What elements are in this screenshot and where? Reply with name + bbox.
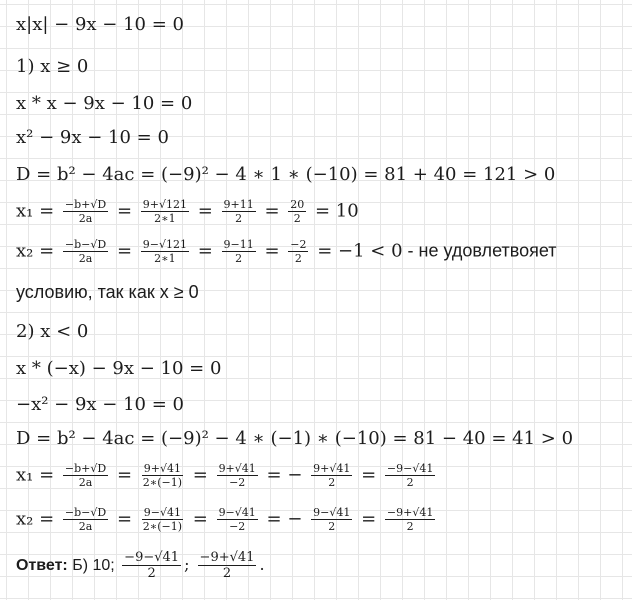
answer-text: Б) 10;: [67, 557, 120, 574]
fraction-denominator: −2: [229, 520, 246, 533]
x1-case2-line: x₁ = $\frac{-b+√D}{2a}$ = $\frac{9+√41}{2∗(-1)}$ = $\frac{9+√41}{-2}$ = − $\frac{9+√41}{2}$ = $\frac{-9-√41}{2}$: [16, 462, 434, 489]
fraction-numerator: 9−√41: [218, 506, 256, 519]
equation-line-3: x * x − 9x − 10 = 0: [16, 93, 193, 114]
condition-line: условию, так как x ≥ 0: [16, 282, 199, 302]
minus-sign: = −: [266, 464, 303, 486]
fraction-numerator: 9−√121: [142, 238, 187, 251]
fraction-numerator: 9+11: [223, 198, 254, 211]
fraction-denominator: 2: [222, 566, 232, 581]
fraction-denominator: −2: [229, 476, 246, 489]
fraction-denominator: 2: [294, 252, 302, 265]
fraction-denominator: 2∗1: [154, 252, 176, 265]
x2-label: x₂ =: [16, 508, 55, 530]
fraction-numerator: −b+√D: [64, 462, 107, 475]
minus-sign: = −: [266, 508, 303, 530]
fraction-numerator: −9+√41: [386, 506, 434, 519]
fraction-denominator: 2: [328, 520, 336, 533]
fraction-denominator: 2: [293, 212, 301, 225]
fraction-denominator: 2∗1: [154, 212, 176, 225]
discriminant-line-2: D = b² − 4ac = (−9)² − 4 ∗ (−1) ∗ (−10) = 81 − 40 = 41 > 0: [16, 428, 574, 449]
fraction-denominator: 2: [328, 476, 336, 489]
fraction-denominator: 2∗(−1): [142, 520, 183, 533]
answer-separator: ;: [184, 555, 190, 574]
fraction-numerator: 9+√121: [142, 198, 187, 211]
fraction-numerator: −9−√41: [386, 462, 434, 475]
rejection-note: - не удовлетвояет: [402, 240, 557, 261]
fraction-denominator: 2a: [78, 212, 93, 225]
x1-result: = 10: [315, 200, 359, 222]
case-1-heading: 1) x ≥ 0: [16, 56, 89, 77]
case2-equation-1: x * (−x) − 9x − 10 = 0: [16, 358, 222, 379]
fraction-numerator: 9+√41: [313, 462, 351, 475]
fraction-numerator: 9+√41: [218, 462, 256, 475]
fraction-denominator: 2: [406, 476, 414, 489]
case2-equation-2: −x² − 9x − 10 = 0: [16, 394, 184, 415]
fraction-numerator: −b+√D: [64, 198, 107, 211]
answer-line: [16, 550, 265, 581]
fraction-numerator: −9−√41: [124, 550, 180, 565]
x1-label: x₁ =: [16, 200, 55, 222]
fraction-denominator: 2a: [78, 252, 93, 265]
fraction-numerator: 9−√41: [313, 506, 351, 519]
fraction-denominator: 2: [147, 566, 156, 581]
x2-case1-line: x₂ = $\frac{-b-√D}{2a}$ = $\frac{9-√121}{2∗1}$ = $\frac{9-11}{2}$ = $\frac{-2}{2}$ = −1 < 0 - не удовлетвояет: [16, 238, 557, 265]
equation-line-1: x|x| − 9x − 10 = 0: [16, 14, 184, 35]
fraction-denominator: 2: [235, 212, 243, 225]
fraction-denominator: 2a: [78, 476, 93, 489]
x2-label: x₂ =: [16, 240, 55, 262]
fraction-numerator: 9−11: [223, 238, 254, 251]
fraction-numerator: 9−√41: [143, 506, 181, 519]
answer-label: Ответ:: [16, 557, 68, 574]
fraction-denominator: 2: [406, 520, 414, 533]
fraction-numerator: −b−√D: [64, 238, 107, 251]
discriminant-line-1: D = b² − 4ac = (−9)² − 4 ∗ 1 ∗ (−10) = 81 + 40 = 121 > 0: [16, 164, 556, 185]
fraction-numerator: −2: [290, 238, 307, 251]
fraction-numerator: 9+√41: [143, 462, 181, 475]
case-2-heading: 2) x < 0: [16, 321, 89, 342]
answer-end: .: [259, 555, 265, 574]
fraction-denominator: 2a: [78, 520, 93, 533]
equation-line-4: x² − 9x − 10 = 0: [16, 127, 169, 148]
fraction-numerator: −9+√41: [199, 550, 255, 565]
x1-case1-line: x₁ = $\frac{-b+√D}{2a}$ = $\frac{9+√121}{2∗1}$ = $\frac{9+11}{2}$ = $\frac{20}{2}$ = 10: [16, 198, 359, 225]
x2-case2-line: x₂ = $\frac{-b-√D}{2a}$ = $\frac{9-√41}{2∗(-1)}$ = $\frac{9-√41}{-2}$ = − $\frac{9-√41}{2}$ = $\frac{-9+√41}{2}$: [16, 506, 434, 533]
fraction-numerator: −b−√D: [64, 506, 107, 519]
x1-label: x₁ =: [16, 464, 55, 486]
fraction-numerator: 20: [290, 198, 305, 211]
x2-result: = −1 < 0: [317, 240, 403, 262]
fraction-denominator: 2∗(−1): [142, 476, 183, 489]
fraction-denominator: 2: [235, 252, 243, 265]
